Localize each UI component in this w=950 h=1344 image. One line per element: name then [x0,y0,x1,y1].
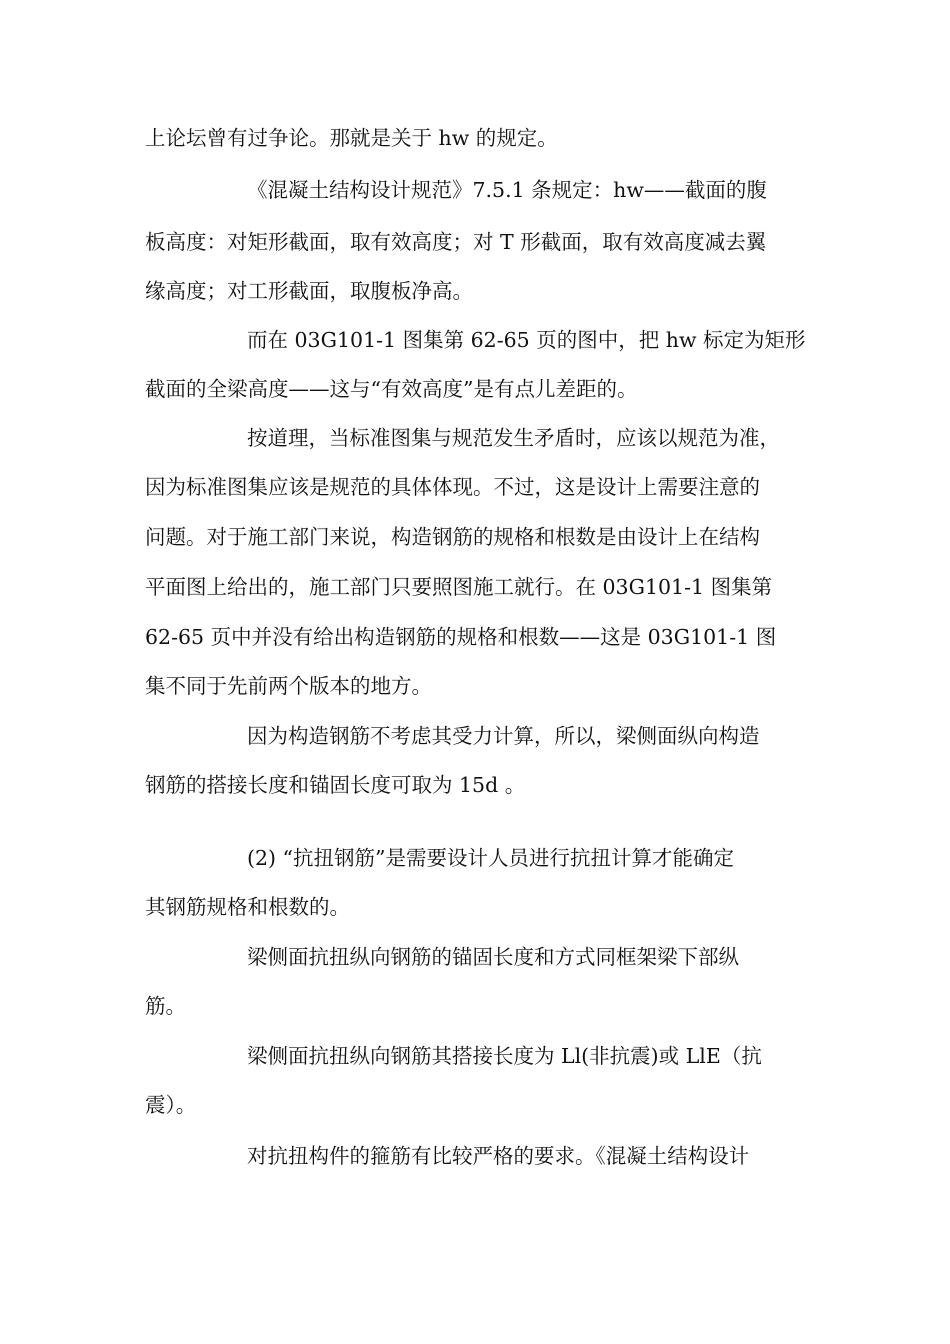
text-line: 62-65 页中并没有给出构造钢筋的规格和根数——这是 03G101-1 图 [145,625,777,649]
text-line: 钢筋的搭接长度和锚固长度可取为 15d 。 [145,773,526,797]
text-line: 《混凝土结构设计规范》7.5.1 条规定：hw——截面的腹 [247,178,767,202]
text-line: 截面的全梁高度——这与“有效高度”是有点儿差距的。 [145,377,638,401]
text-line: 梁侧面抗扭纵向钢筋其搭接长度为 Ll(非抗震)或 LlE（抗 [247,1044,762,1068]
text-line: 平面图上给出的，施工部门只要照图施工就行。在 03G101-1 图集第 [145,575,773,599]
text-line: 梁侧面抗扭纵向钢筋的锚固长度和方式同框架梁下部纵 [247,945,739,969]
text-line: 其钢筋规格和根数的。 [145,895,350,919]
text-line: 集不同于先前两个版本的地方。 [145,674,432,698]
text-line: 筋。 [145,994,186,1018]
text-line: 问题。对于施工部门来说，构造钢筋的规格和根数是由设计上在结构 [145,525,760,549]
text-line: 板高度：对矩形截面，取有效高度；对 T 形截面，取有效高度减去翼 [145,230,767,254]
text-line: 因为标准图集应该是规范的具体体现。不过，这是设计上需要注意的 [145,475,760,499]
text-line: 按道理，当标准图集与规范发生矛盾时，应该以规范为准， [247,426,780,450]
text-line: 上论坛曾有过争论。那就是关于 hw 的规定。 [145,126,558,150]
text-line: 而在 03G101-1 图集第 62-65 页的图中，把 hw 标定为矩形 [247,328,806,352]
text-line: 缘高度；对工形截面，取腹板净高。 [145,279,473,303]
text-line: 因为构造钢筋不考虑其受力计算，所以，梁侧面纵向构造 [247,724,760,748]
text-line: 震）。 [145,1093,197,1117]
text-line: 对抗扭构件的箍筋有比较严格的要求。《混凝土结构设计 [247,1144,750,1168]
text-line: (2) “抗扭钢筋”是需要设计人员进行抗扭计算才能确定 [247,846,735,870]
